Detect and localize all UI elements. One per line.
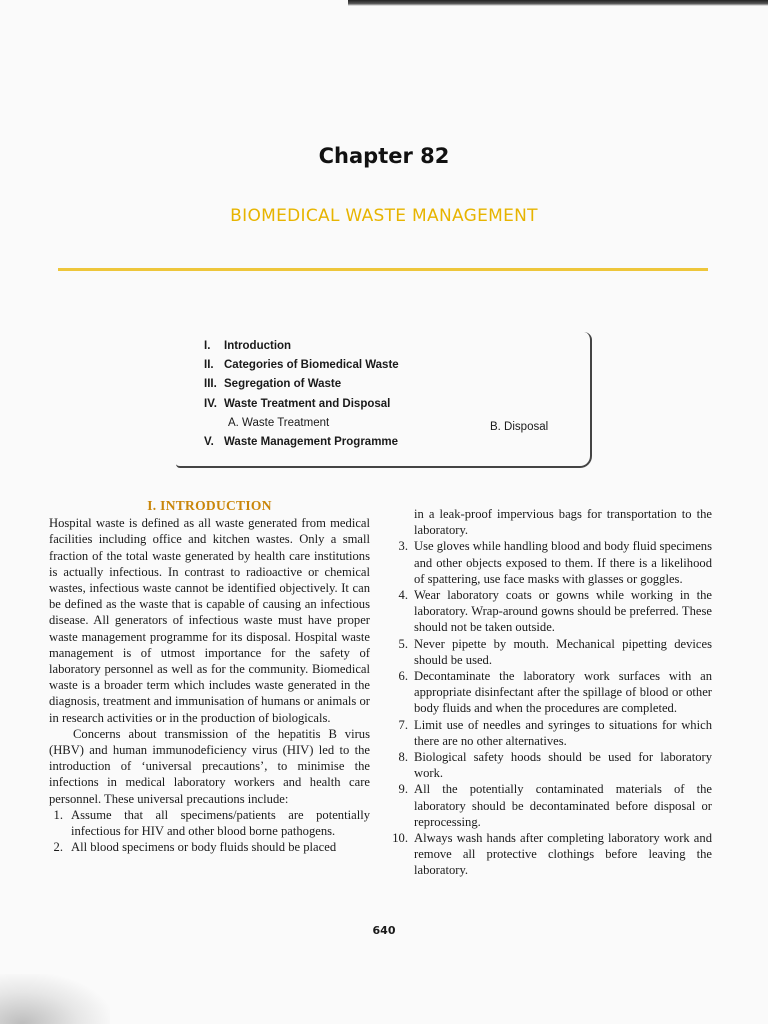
- list-item-continuation: in a leak-proof impervious bags for transportation to the laboratory.: [414, 507, 712, 538]
- title-rule: [58, 268, 708, 271]
- page-number: 640: [372, 924, 396, 937]
- outline-subitem: B. Disposal: [490, 421, 549, 433]
- list-item: 1. Assume that all specimens/patients are potentially infectious for HIV and other blood borne pathogens.: [53, 807, 370, 839]
- right-column: [384, 506, 712, 879]
- outline-item: I. Introduction: [204, 340, 292, 352]
- list-item: 5. Never pipette by mouth. Mechanical pipetting devices should be used.: [398, 636, 712, 667]
- chapter-outline-box: [176, 332, 592, 468]
- paragraph: Concerns about transmission of the hepatitis B virus (HBV) and human immunodeficiency virus (HIV) led to the introduction of ‘universal precautions’, to minimise the infections in medical laboratory workers and health care personnel. These universal precautions include:: [49, 726, 370, 806]
- chapter-title: BIOMEDICAL WASTE MANAGEMENT: [230, 206, 538, 226]
- outline-item: III. Segregation of Waste: [204, 378, 342, 390]
- list-item: 6. Decontaminate the laboratory work surfaces with an appropriate disinfectant after the spillage of blood or other body fluids and when the procedures are completed.: [398, 669, 712, 716]
- list-item: 9. All the potentially contaminated materials of the laboratory should be decontaminated before disposal or reprocessing.: [398, 782, 712, 829]
- list-item: 2. All blood specimens or body fluids should be placed: [53, 840, 337, 855]
- outline-item: II. Categories of Biomedical Waste: [204, 359, 399, 371]
- list-item: 3. Use gloves while handling blood and body fluid specimens and other objects exposed to them. If there is a likelihood of spattering, use face masks with glasses or goggles.: [398, 539, 713, 586]
- left-column: [49, 498, 370, 855]
- scan-corner-shadow: [0, 974, 110, 1024]
- section-heading: I. INTRODUCTION: [147, 498, 272, 513]
- list-item: 10. Always wash hands after completing laboratory work and remove all protective clothings before leaving the laboratory.: [392, 831, 712, 878]
- outline-item: IV. Waste Treatment and Disposal: [204, 398, 391, 410]
- outline-subitem: A. Waste Treatment: [228, 417, 330, 429]
- list-item: 7. Limit use of needles and syringes to situations for which there are no other alternatives.: [398, 717, 712, 748]
- chapter-number: Chapter 82: [318, 144, 450, 168]
- paragraph: Hospital waste is defined as all waste generated from medical facilities including office and kitchen wastes. Only a small fraction of the total waste generated by health care institutions is actually infectious. In contrast to radioactive or chemical wastes, infectious waste cannot be identified objectively. It can be defined as the waste that is capable of causing an infectious disease. All generators of infectious waste must have proper waste management programme for its disposal. Hospital waste management is of utmost importance for the safety of laboratory personnel as well as for the community. Biomedical waste is a broader term which includes waste generated in the diagnosis, treatment and immunisation of humans or animals or in research activities or in the production of biologicals.: [49, 516, 370, 725]
- outline-item: V. Waste Management Programme: [204, 436, 399, 448]
- scan-edge-shadow: [348, 0, 768, 6]
- list-item: 8. Biological safety hoods should be used for laboratory work.: [398, 750, 712, 781]
- list-item: 4. Wear laboratory coats or gowns while working in the laboratory. Wrap-around gowns should be preferred. These should not be taken outside.: [398, 588, 712, 635]
